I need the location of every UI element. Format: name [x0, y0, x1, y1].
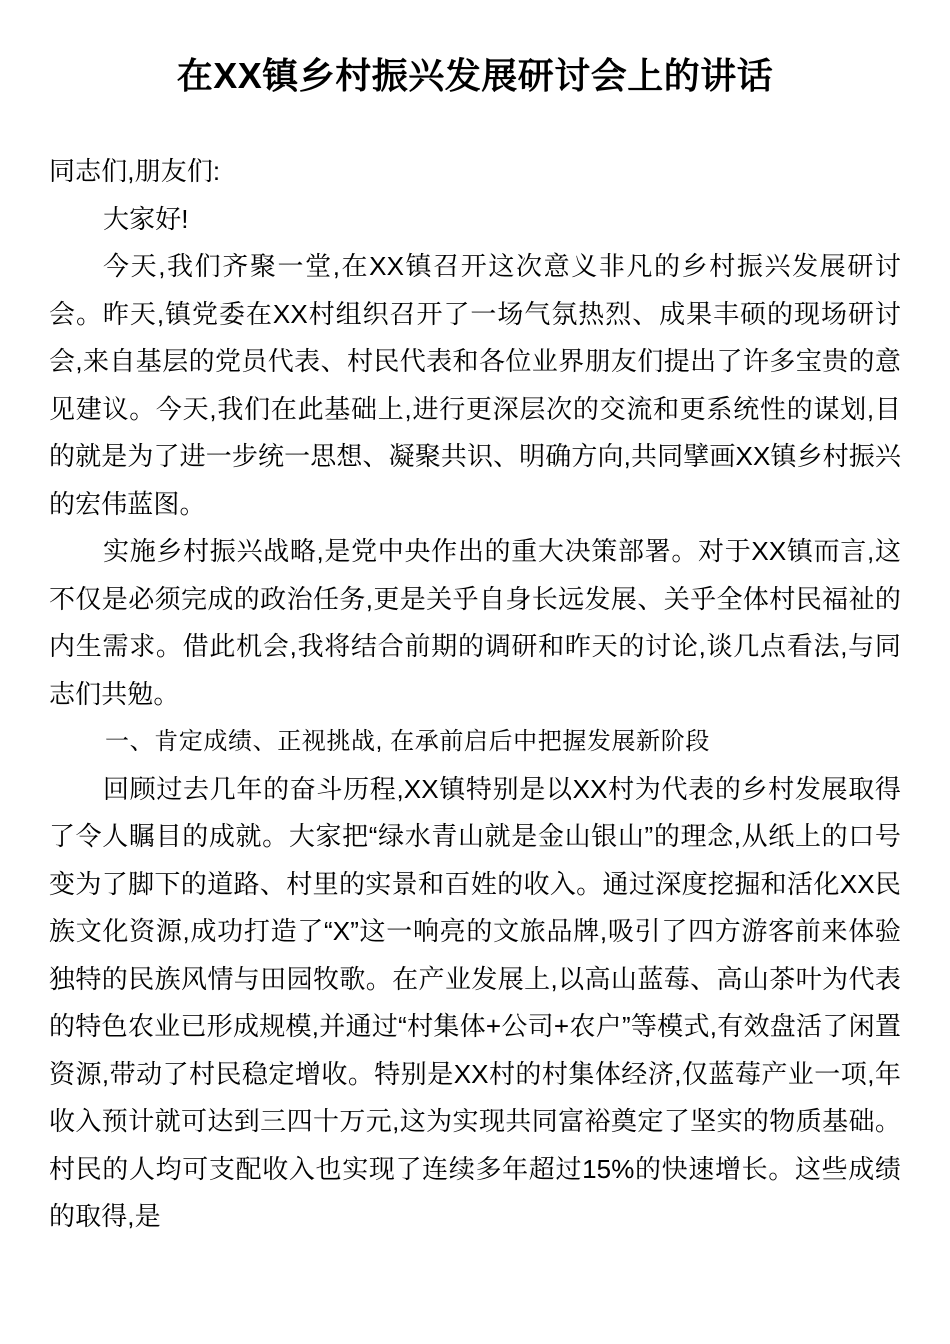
document-body: [49, 0, 901, 1241]
section-heading-1: 一、肯定成绩、正视挑战, 在承前启后中把握发展新阶段: [105, 728, 710, 755]
title-spacer: [49, 100, 901, 148]
salutation: 同志们,朋友们:: [49, 156, 221, 186]
page-title: 在XX镇乡村振兴发展研讨会上的讲话: [176, 55, 774, 96]
paragraph-2: 实施乡村振兴战略,是党中央作出的重大决策部署。对于XX镇而言,这不仅是必须完成的政治任务,更是关乎自身长远发展、关乎全体村民福祉的内生需求。借此机会,我将结合前期的调研和昨天的讨论,谈几点看法,与同志们共勉。: [49, 536, 901, 709]
paragraph-1: 今天,我们齐聚一堂,在XX镇召开这次意义非凡的乡村振兴发展研讨会。昨天,镇党委在XX村组织召开了一场气氛热烈、成果丰硕的现场研讨会,来自基层的党员代表、村民代表和各位业界朋友们提出了许多宝贵的意见建议。今天,我们在此基础上,进行更深层次的交流和更系统性的谋划,目的就是为了进一步统一思想、凝聚共识、明确方向,共同擘画XX镇乡村振兴的宏伟蓝图。: [49, 251, 901, 519]
section-paragraph-1: 回顾过去几年的奋斗历程,XX镇特别是以XX村为代表的乡村发展取得了令人瞩目的成就。大家把“绿水青山就是金山银山”的理念,从纸上的口号变为了脚下的道路、村里的实景和百姓的收入。通过深度挖掘和活化XX民族文化资源,成功打造了“X”这一响亮的文旅品牌,吸引了四方游客前来体验独特的民族风情与田园牧歌。在产业发展上,以高山蓝莓、高山茶叶为代表的特色农业已形成规模,并通过“村集体+公司+农户”等模式,有效盘活了闲置资源,带动了村民稳定增收。特别是XX村的村集体经济,仅蓝莓产业一项,年收入预计就可达到三四十万元,这为实现共同富裕奠定了坚实的物质基础。村民的人均可支配收入也实现了连续多年超过15%的快速增长。这些成绩的取得,是: [49, 773, 901, 1231]
greeting: 大家好!: [103, 203, 189, 234]
